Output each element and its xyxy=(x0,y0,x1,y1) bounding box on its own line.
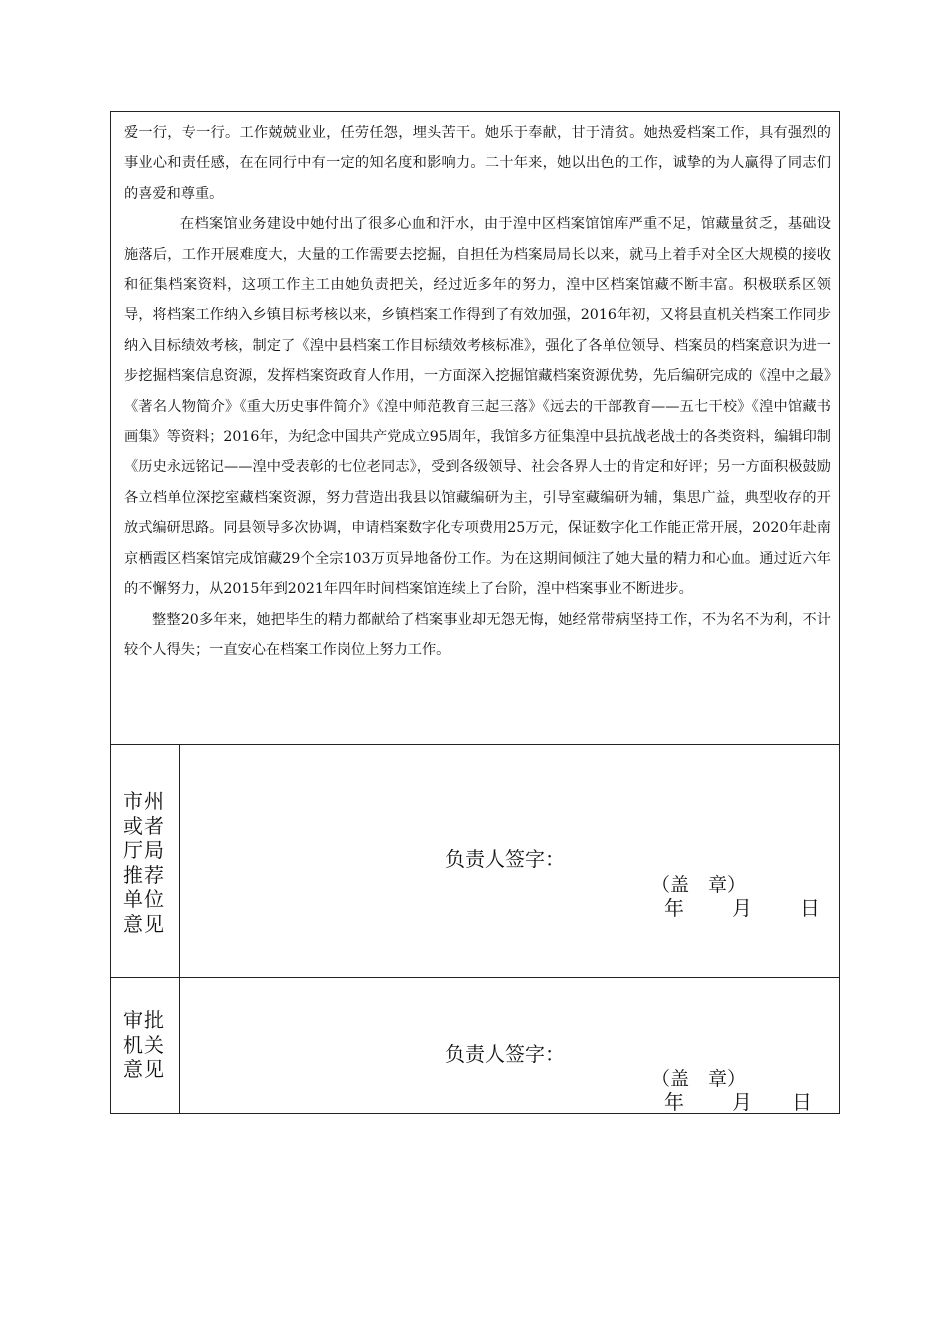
recommend-signature-label: 负责人签字： xyxy=(445,847,565,871)
approval-month: 月 xyxy=(732,1090,752,1114)
recommend-seal-label: （盖 章） xyxy=(651,874,747,896)
approval-year: 年 xyxy=(664,1090,684,1114)
approval-label-cell xyxy=(111,978,180,1113)
approval-date xyxy=(664,1086,812,1115)
approval-opinion-row xyxy=(111,978,839,1113)
recommend-month: 月 xyxy=(732,896,752,920)
recommend-year: 年 xyxy=(664,896,684,920)
approval-signature-label: 负责人签字： xyxy=(445,1042,565,1066)
approval-seal-label: （盖 章） xyxy=(651,1068,747,1090)
approval-day: 日 xyxy=(792,1090,812,1114)
narrative-paragraph-2: 在档案馆业务建设中她付出了很多心血和汗水，由于湟中区档案馆馆库严重不足，馆藏量贫乏，基础设施落后，工作开展难度大，大量的工作需要去挖掘，自担任为档案局局长以来，就马上着手对全区大规模的接收和征集档案资料，这项工作主工由她负责把关，经过近多年的努力，湟中区档案馆藏不断丰富。积极联系区领导，将档案工作纳入乡镇目标考核以来，乡镇档案工作得到了有效加强，2016年初，又将县直机关档案工作同步纳入目标绩效考核，制定了《湟中县档案工作目标绩效考核标准》，强化了各单位领导、档案员的档案意识为进一步挖掘档案信息资源，发挥档案资政育人作用，一方面深入挖掘馆藏档案资源优势，先后编研完成的《湟中之最》《著名人物简介》《重大历史事件简介》《湟中师范教育三起三落》《远去的干部教育——五七干校》《湟中馆藏书画集》等资料；2016年，为纪念中国共产党成立95周年，我馆多方征集湟中县抗战老战士的各类资料，编辑印制《历史永远铭记——湟中受表彰的七位老同志》，受到各级领导、社会各界人士的肯定和好评；另一方面积极鼓励各立档单位深挖室藏档案资源，努力营造出我县以馆藏编研为主，引导室藏编研为辅，集思广益，典型收存的开放式编研思路。同县领导多次协调，申请档案数字化专项费用25万元，保证数字化工作能正常开展，2020年赴南京栖霞区档案馆完成馆藏29个全宗103万页异地备份工作。为在这期间倾注了她大量的精力和心血。通过近六年的不懈努力，从2015年到2021年四年时间档案馆连续上了台阶，湟中档案事业不断进步。 xyxy=(124,216,831,598)
approval-label: 审批机关意见 xyxy=(123,1008,165,1081)
recommend-day: 日 xyxy=(800,896,820,920)
recommend-opinion-row xyxy=(111,745,839,978)
narrative-paragraph-1: 爱一行，专一行。工作兢兢业业，任劳任怨，埋头苦干。她乐于奉献，甘于清贫。她热爱档案工作，具有强烈的事业心和责任感，在在同行中有一定的知名度和影响力。二十年来，她以出色的工作，诚挚的为人赢得了同志们的喜爱和尊重。 xyxy=(124,125,831,202)
nomination-form-table xyxy=(110,111,840,1114)
recommend-label-cell xyxy=(111,745,180,977)
recommend-date xyxy=(664,892,820,921)
narrative-paragraph-3: 整整20多年来，她把毕生的精力都献给了档案事业却无怨无悔，她经常带病坚持工作，不为名不为利，不计较个人得失；一直安心在档案工作岗位上努力工作。 xyxy=(124,611,831,658)
recommend-label: 市州或者厅局推荐单位意见 xyxy=(123,789,165,936)
deeds-narrative xyxy=(111,112,839,745)
